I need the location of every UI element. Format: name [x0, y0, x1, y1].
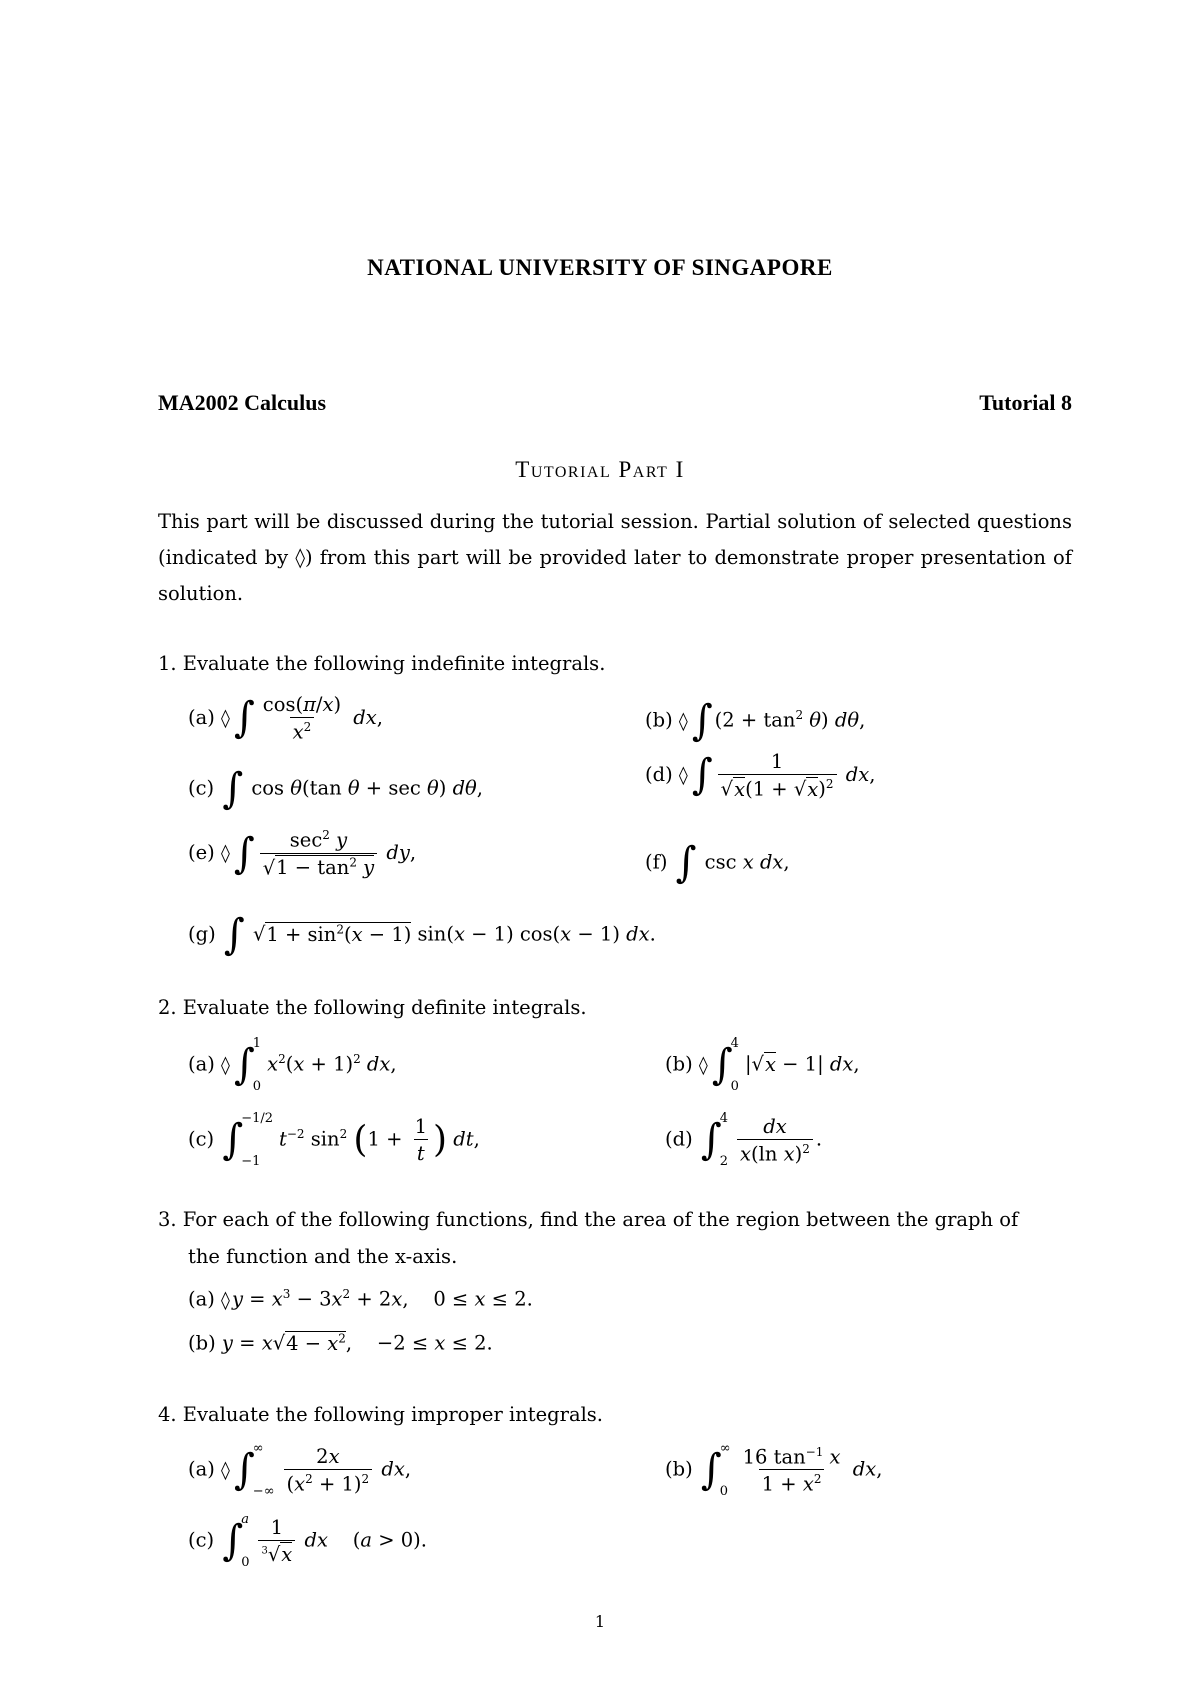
q1b: (b) ◊ ∫ $(2 + \tan^2 \theta)$ dθ, [645, 696, 866, 746]
tutorial-number: Tutorial 8 [979, 390, 1072, 415]
page-number: 1 [594, 1612, 606, 1631]
q4c: (c) ∫ a 0 $\frac{1}{^3√x}$ dx (a > 0). [188, 1512, 427, 1570]
q2d: (d) ∫ 4 2 $\frac{dx}{x(\ln x)^2}$ . [665, 1111, 823, 1169]
intro-paragraph: This part will be discussed during the tutorial session. Partial solution of selected questions (indicated by ◊) from this part will be provided later to demonstrate proper presentation of solution. [158, 510, 1072, 605]
question-3-line-1: 3. For each of the following functions, find the area of the region between the graph of [158, 1208, 1019, 1231]
q2a: (a) ◊ ∫ 1 0 $x^2(x + 1)^2$ dx, [188, 1036, 397, 1094]
q1f: (f) ∫ csc x dx, [645, 838, 790, 888]
question-3-line-2: the function and the x-axis. [188, 1245, 458, 1268]
university-title: NATIONAL UNIVERSITY OF SINGAPORE [367, 255, 833, 280]
diamond-icon: ◊ [678, 710, 688, 732]
question-4: 4. Evaluate the following improper integrals. [158, 1403, 604, 1426]
q1e: (e) ◊ ∫ $\frac{\sec^2 y}{√1 - \tan^2 y}$ dy, [188, 828, 417, 879]
question-2: 2. Evaluate the following definite integrals. [158, 996, 587, 1019]
q2b: (b) ◊ ∫ 4 0 |√x − 1| dx, [665, 1036, 860, 1094]
q1a: (a) ◊ ∫ $\frac{\cos(\pi/x)}{x^2}$ dx, [188, 693, 383, 744]
q3b: (b) $y = x√4 - x^2$, −2 ≤ x ≤ 2. [188, 1331, 493, 1355]
diamond-icon: ◊ [221, 1054, 230, 1076]
q2c: (c) ∫ −1/2 −1 $t^{-2}$ $\sin^2 (1$ + $\frac{1}{t}$ ) dt, [188, 1111, 480, 1169]
q3a: (a) ◊ $y = x^3 - 3x^2 + 2x$, 0 ≤ x ≤ 2. [188, 1287, 533, 1311]
q4b: (b) ∫ ∞ 0 $\frac{16 \tan^{-1} x}{1 + x^2}$ dx, [665, 1441, 883, 1499]
diamond-icon: ◊ [221, 1289, 230, 1311]
q4a: (a) ◊ ∫ ∞ −∞ $\frac{2x}{(x^2 + 1)^2}$ dx, [188, 1441, 412, 1499]
diamond-icon: ◊ [678, 764, 688, 786]
part-heading: Tutorial Part I [515, 457, 685, 482]
q1d: (d) ◊ ∫ $\frac{1}{√x(1 + √x)^2}$ dx, [645, 750, 876, 801]
diamond-icon: ◊ [698, 1054, 708, 1076]
q1c: (c) ∫ cos θ(tan θ + sec θ) dθ, [188, 764, 483, 814]
diamond-icon: ◊ [221, 1459, 230, 1481]
q1g: (g) ∫ $√1 + \sin^2(x - 1) \sin(x - 1) \cos(x - 1)$ dx. [188, 910, 656, 960]
diamond-icon: ◊ [220, 843, 230, 864]
question-1: 1. Evaluate the following indefinite integrals. [158, 652, 606, 675]
diamond-icon: ◊ [221, 707, 230, 729]
course-title: MA2002 Calculus [158, 390, 327, 415]
